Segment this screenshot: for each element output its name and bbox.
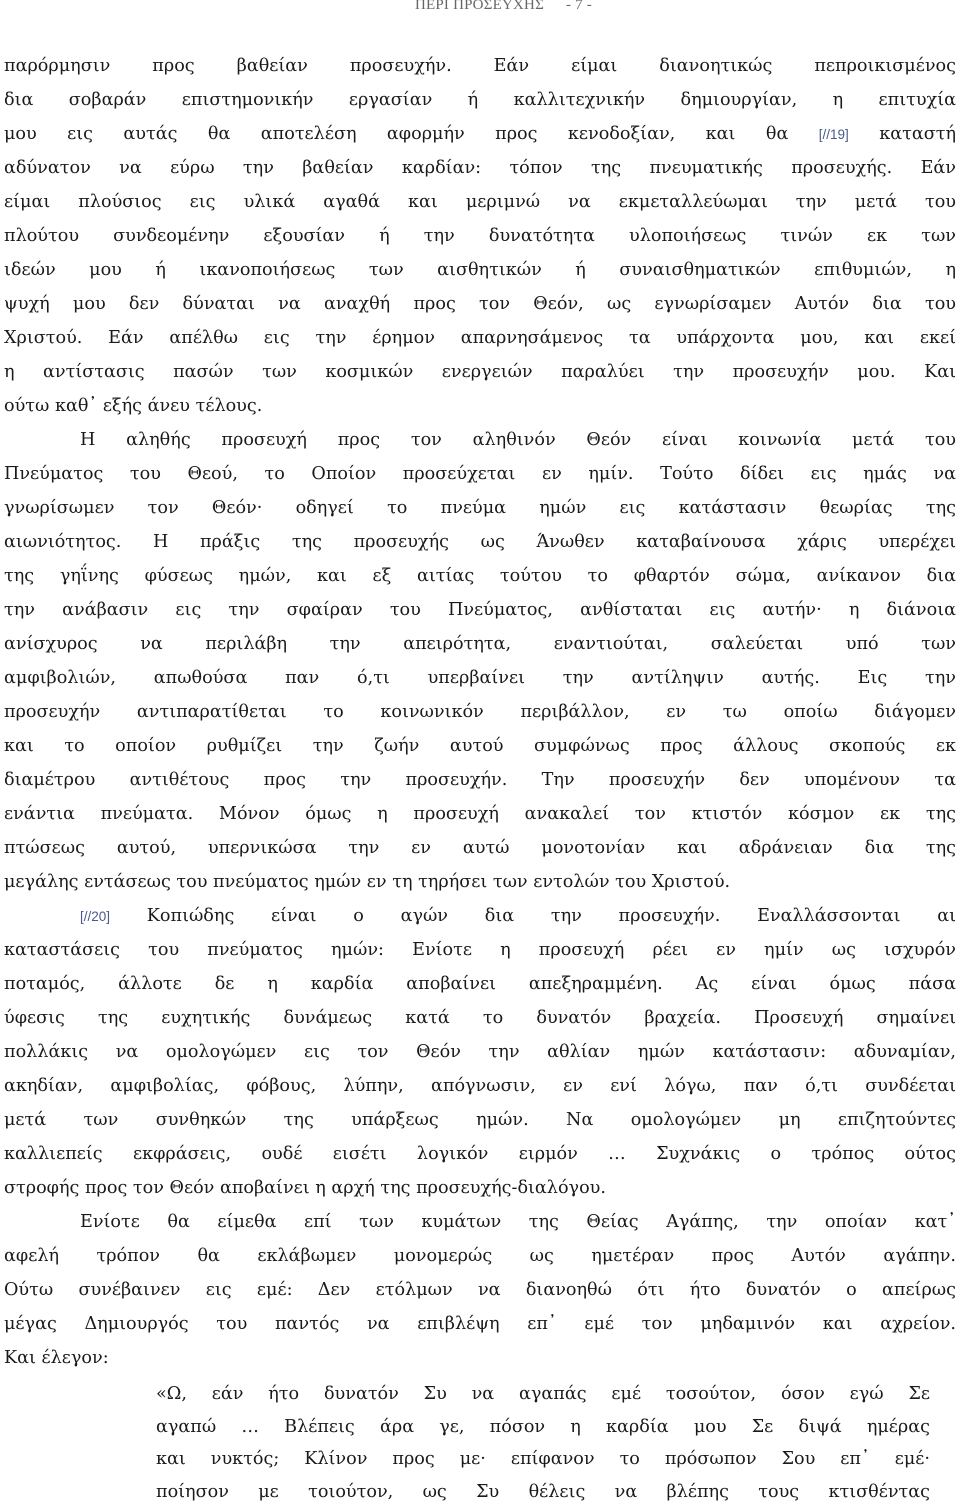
text-line: ψυχή μου δεν δύναται να αναχθή προς τον Θεόν, ως εγνωρίσαμεν Αυτόν δια του bbox=[4, 294, 956, 314]
text-line: στροφής προς τον Θεόν αποβαίνει η αρχή της προσευχής-διαλόγου. bbox=[4, 1178, 606, 1198]
running-head bbox=[415, 0, 592, 14]
text-line: ακηδίαν, αμφιβολίας, φόβους, λύπην, απόγνωσιν, εν ενί λόγω, παν ό,τι συνδέεται bbox=[4, 1076, 956, 1096]
quote-line: «Ω, εάν ήτο δυνατόν Συ να αγαπάς εμέ τοσούτον, όσον εγώ Σε bbox=[156, 1384, 930, 1404]
quote-line: ποίησον με τοιούτον, ως Συ θέλεις να βλέπης τους κτισθέντας bbox=[156, 1481, 930, 1502]
text-line: και το οποίον ρυθμίζει την ζωήν αυτού συμφώνως προς άλλους σκοπούς εκ bbox=[4, 736, 956, 756]
page-reference-20: [//20] bbox=[80, 909, 111, 924]
text-line: την ανάβασιν εις την σφαίραν του Πνεύματος, ανθίσταται εις αυτήν· η διάνοια bbox=[4, 600, 956, 620]
text-line bbox=[4, 117, 956, 151]
text-line: Ενίοτε θα είμεθα επί των κυμάτων της Θείας Αγάπης, την οποίαν κατ᾽ bbox=[80, 1212, 956, 1232]
text-line: ανίσχυρος να περιλάβη την απειρότητα, εναντιούται, σαλεύεται υπό των bbox=[4, 634, 956, 654]
text-line: μετά των συνθηκών της υπάρξεως ημών. Να ομολογώμεν μη επιζητούντες bbox=[4, 1110, 956, 1130]
text-line: ενάντια πνεύματα. Μόνον όμως η προσευχή ανακαλεί τον κτιστόν κόσμον εκ της bbox=[4, 804, 956, 824]
text-line: μεγάλης εντάσεως του πνεύματος ημών εν τη τηρήσει των εντολών του Χριστού. bbox=[4, 872, 731, 892]
page-reference-19: [//19] bbox=[818, 127, 849, 142]
text-line: πλούτου συνδεομένην εξουσίαν ή την δυνατότητα υλοποιήσεως τινών εκ των bbox=[4, 226, 956, 246]
text-line bbox=[4, 899, 956, 933]
text-line: διαμέτρου αντιθέτους προς την προσευχήν. Την προσευχήν δεν υπομένουν τα bbox=[4, 770, 956, 790]
text-line: της γηΐνης φύσεως ημών, και εξ αιτίας τούτου το φθαρτόν σώμα, ανίκανον δια bbox=[4, 566, 956, 586]
text-line: αιωνιότητος. Η πράξις της προσευχής ως Άνωθεν καταβαίνουσα χάρις υπερέχει bbox=[4, 532, 956, 552]
text-line: μέγας Δημιουργός του παντός να επιβλέψη επ᾽ εμέ τον μηδαμινόν και αχρείον. bbox=[4, 1314, 956, 1334]
body-text bbox=[4, 49, 956, 1375]
text-line: Ούτω συνέβαινεν εις εμέ: Δεν ετόλμων να διανοηθώ ότι ήτο δυνατόν ο απείρως bbox=[4, 1280, 956, 1300]
text-line: αδύνατον να εύρω την βαθείαν καρδίαν: τόπον της πνευματικής προσευχής. Εάν bbox=[4, 158, 956, 178]
text-line: παρόρμησιν προς βαθείαν προσευχήν. Εάν είμαι διανοητικώς πεπροικισμένος bbox=[4, 56, 956, 76]
text-line: αφελή τρόπον θα εκλάβωμεν μονομερώς ως ημετέραν προς Αυτόν αγάπην. bbox=[4, 1246, 956, 1266]
text-segment: Κοπιώδης είναι ο αγών δια την προσευχήν. Εναλλάσσονται αι bbox=[146, 906, 956, 926]
text-line: πολλάκις να ομολογώμεν εις τον Θεόν την αθλίαν ημών κατάστασιν: αδυναμίαν, bbox=[4, 1042, 956, 1062]
text-segment: μου εις αυτάς θα αποτελέση αφορμήν προς κενοδοξίαν, και θα bbox=[4, 124, 789, 144]
text-line: ποταμός, άλλοτε δε η καρδία αποβαίνει απεξηραμμένη. Ας είναι όμως πάσα bbox=[4, 974, 956, 994]
block-quote bbox=[156, 1378, 930, 1508]
text-segment: καταστή bbox=[879, 124, 956, 144]
text-line: καταστάσεις του πνεύματος ημών: Ενίοτε η προσευχή ρέει εν ημίν ως ισχυρόν bbox=[4, 940, 956, 960]
text-line: γνωρίσωμεν τον Θεόν· οδηγεί το πνεύμα ημών εις κατάστασιν θεωρίας της bbox=[4, 498, 956, 518]
text-line: καλλιεπείς εκφράσεις, ουδέ εισέτι λογικόν ειρμόν … Συχνάκις ο τρόπος ούτος bbox=[4, 1144, 956, 1164]
text-line: πτώσεως αυτού, υπερνικώσα την εν αυτώ μονοτονίαν και αδράνειαν δια της bbox=[4, 838, 956, 858]
text-line: ύφεσις της ευχητικής δυνάμεως κατά το δυνατόν βραχεία. Προσευχή σημαίνει bbox=[4, 1008, 956, 1028]
text-line: είμαι πλούσιος εις υλικά αγαθά και μεριμνώ να εκμεταλλεύωμαι την μετά του bbox=[4, 192, 956, 212]
text-line: Και έλεγον: bbox=[4, 1348, 109, 1368]
text-line: προσευχήν αντιπαρατίθεται το κοινωνικόν περιβάλλον, εν τω οποίω διάγομεν bbox=[4, 702, 956, 722]
text-line: Χριστού. Εάν απέλθω εις την έρημον απαρνησάμενος τα υπάρχοντα μου, και εκεί bbox=[4, 328, 956, 348]
text-line: δια σοβαράν επιστημονικήν εργασίαν ή καλλιτεχνικήν δημιουργίαν, η επιτυχία bbox=[4, 90, 956, 110]
text-line: η αντίστασις πασών των κοσμικών ενεργειών παραλύει την προσευχήν μου. Και bbox=[4, 362, 956, 382]
quote-line: και νυκτός; Κλίνον προς με· επίφανον το πρόσωπον Σου επ᾽ εμέ· bbox=[156, 1449, 930, 1469]
text-line: αμφιβολιών, απωθούσα παν ό,τι υπερβαίνει την αντίληψιν αυτής. Εις την bbox=[4, 668, 956, 688]
text-line: Η αληθής προσευχή προς τον αληθινόν Θεόν είναι κοινωνία μετά του bbox=[80, 430, 956, 450]
quote-line: αγαπώ … Βλέπεις άρα γε, πόσον η καρδία μου Σε διψά ημέρας bbox=[156, 1416, 930, 1437]
text-line: ούτω καθ᾽ εξής άνευ τέλους. bbox=[4, 396, 263, 416]
text-line: Πνεύματος του Θεού, το Οποίον προσεύχεται εν ημίν. Τούτο δίδει εις ημάς να bbox=[4, 464, 956, 484]
page-number: - 7 - bbox=[566, 0, 592, 13]
text-line: ιδεών μου ή ικανοποιήσεως των αισθητικών ή συναισθηματικών επιθυμιών, η bbox=[4, 260, 956, 280]
running-title: ΠΕΡΙ ΠΡΟΣΕΥΧΗΣ bbox=[414, 0, 544, 13]
